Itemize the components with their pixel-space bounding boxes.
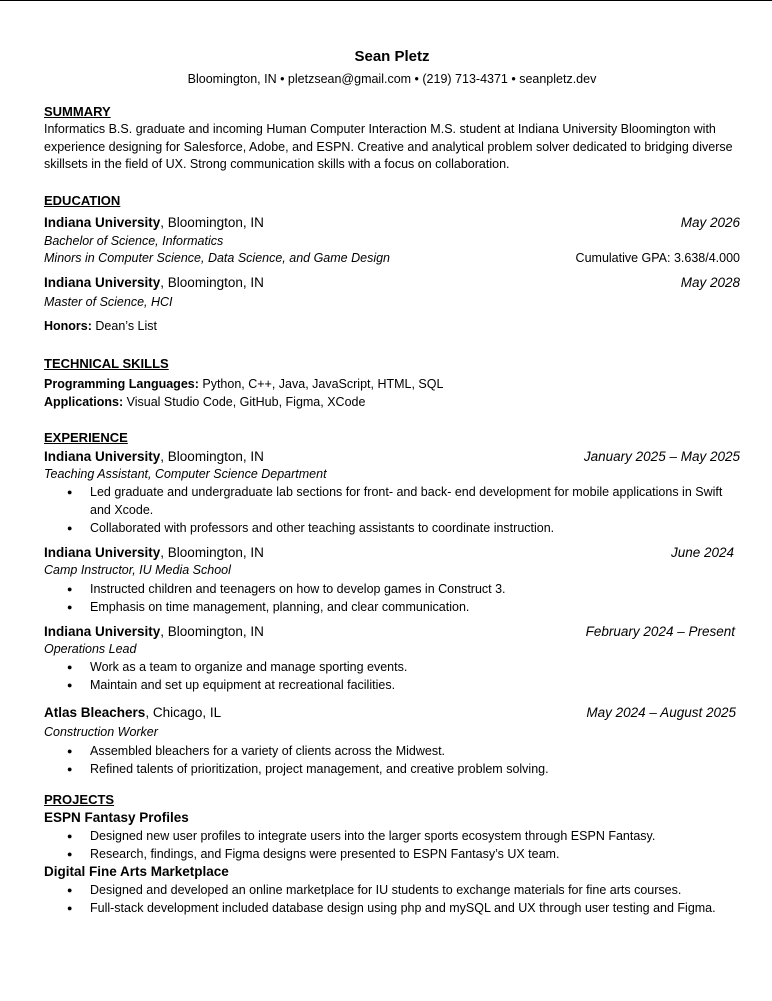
applications-value: Visual Studio Code, GitHub, Figma, XCode bbox=[123, 395, 366, 409]
top-border-line bbox=[0, 0, 772, 1]
contact-line: Bloomington, IN • pletzsean@gmail.com • (219) 713-4371 • seanpletz.dev bbox=[187, 72, 597, 86]
experience-entry bbox=[44, 447, 740, 538]
organization-location: , Bloomington, IN bbox=[160, 545, 264, 560]
list-item: ● Led graduate and undergraduate lab sections for front- and back- end development for mobile applications in Swift and Xcode. bbox=[44, 483, 740, 519]
organization-location: , Bloomington, IN bbox=[160, 448, 264, 464]
organization-name: Atlas Bleachers bbox=[44, 705, 146, 720]
experience-entry bbox=[44, 703, 740, 778]
applications-line bbox=[44, 394, 740, 412]
experience-entry bbox=[44, 543, 740, 616]
list-item: ● Designed and developed an online marketplace for IU students to exchange materials for fine arts courses. bbox=[44, 881, 740, 899]
project-entry bbox=[44, 863, 740, 917]
degree: Master of Science, HCI bbox=[44, 294, 173, 309]
experience-entry bbox=[44, 622, 740, 695]
summary-section bbox=[44, 103, 740, 174]
projects-section bbox=[44, 791, 740, 917]
skills-title: TECHNICAL SKILLS bbox=[44, 355, 169, 371]
minors-row bbox=[44, 250, 740, 268]
projects-title: PROJECTS bbox=[44, 791, 115, 807]
organization-location: , Bloomington, IN bbox=[160, 623, 264, 639]
experience-section bbox=[44, 429, 740, 778]
resume-page bbox=[44, 47, 740, 917]
honors-line bbox=[44, 318, 740, 336]
gpa: Cumulative GPA: 3.638/4.000 bbox=[575, 251, 740, 265]
bullet-list bbox=[44, 658, 740, 694]
bullet-list bbox=[44, 827, 740, 863]
project-name: Digital Fine Arts Marketplace bbox=[44, 863, 229, 879]
bullet-list bbox=[44, 483, 740, 537]
education-entry bbox=[44, 273, 740, 312]
organization-name: Indiana University bbox=[44, 545, 161, 560]
job-role: Teaching Assistant, Computer Science Department bbox=[44, 466, 327, 481]
school-location: , Bloomington, IN bbox=[160, 274, 264, 290]
organization-location: , Chicago, IL bbox=[145, 705, 222, 720]
education-entry bbox=[44, 213, 740, 268]
list-item: ● Maintain and set up equipment at recreational facilities. bbox=[44, 676, 740, 694]
experience-entry-header bbox=[44, 543, 740, 562]
experience-date: January 2025 – May 2025 bbox=[583, 448, 740, 464]
education-date: May 2026 bbox=[680, 214, 740, 230]
honors-value: Dean’s List bbox=[91, 319, 158, 333]
list-item: ● Refined talents of prioritization, project management, and creative problem solving. bbox=[44, 760, 740, 778]
experience-date: February 2024 – Present bbox=[585, 623, 735, 639]
applications-label: Applications: bbox=[44, 395, 124, 409]
bullet-list bbox=[44, 580, 740, 616]
minors: Minors in Computer Science, Data Science, and Game Design bbox=[44, 251, 390, 265]
experience-date: May 2024 – August 2025 bbox=[586, 705, 736, 720]
list-item: ● Emphasis on time management, planning, and clear communication. bbox=[44, 598, 740, 616]
languages-line bbox=[44, 376, 740, 394]
list-item: ● Research, findings, and Figma designs were presented to ESPN Fantasy’s UX team. bbox=[44, 845, 740, 863]
summary-text: Informatics B.S. graduate and incoming Human Computer Interaction M.S. student at Indiana University Bloomington with experience designing for Salesforce, Adobe, and ESPN. Creative and analytical problem solver dedicated to bridging diverse skillsets in the field of UX. Strong communication skills with a focus on collaboration. bbox=[44, 122, 733, 171]
experience-date: June 2024 bbox=[670, 545, 734, 560]
job-role: Camp Instructor, IU Media School bbox=[44, 563, 231, 577]
school-name: Indiana University bbox=[44, 274, 161, 290]
job-role: Operations Lead bbox=[44, 641, 137, 656]
organization-name: Indiana University bbox=[44, 448, 161, 464]
education-date: May 2028 bbox=[680, 274, 740, 290]
list-item: ● Designed new user profiles to integrate users into the larger sports ecosystem through ESPN Fantasy. bbox=[44, 827, 740, 845]
experience-entry-header bbox=[44, 703, 740, 722]
languages-label: Programming Languages: bbox=[44, 376, 199, 391]
bullet-list bbox=[44, 742, 740, 778]
education-entry-header bbox=[44, 273, 740, 292]
education-section bbox=[44, 192, 740, 336]
project-name: ESPN Fantasy Profiles bbox=[44, 809, 189, 825]
skills-section bbox=[44, 355, 740, 412]
education-entry-header bbox=[44, 213, 740, 232]
list-item: ● Collaborated with professors and other teaching assistants to coordinate instruction. bbox=[44, 519, 740, 537]
list-item: ● Assembled bleachers for a variety of clients across the Midwest. bbox=[44, 742, 740, 760]
summary-title: SUMMARY bbox=[44, 104, 111, 119]
list-item: ● Instructed children and teenagers on how to develop games in Construct 3. bbox=[44, 580, 740, 598]
honors-label: Honors: bbox=[44, 319, 92, 333]
job-role: Construction Worker bbox=[44, 725, 158, 739]
languages-value: Python, C++, Java, JavaScript, HTML, SQL bbox=[198, 376, 444, 391]
experience-entry-header bbox=[44, 622, 740, 641]
experience-title: EXPERIENCE bbox=[44, 429, 128, 445]
list-item: ● Full-stack development included database design using php and mySQL and UX through user testing and Figma. bbox=[44, 899, 740, 917]
degree: Bachelor of Science, Informatics bbox=[44, 233, 224, 248]
education-title: EDUCATION bbox=[44, 192, 121, 208]
school-location: , Bloomington, IN bbox=[160, 214, 264, 230]
organization-name: Indiana University bbox=[44, 623, 161, 639]
experience-entry-header bbox=[44, 447, 740, 466]
project-entry bbox=[44, 809, 740, 863]
school-name: Indiana University bbox=[44, 214, 161, 230]
list-item: ● Work as a team to organize and manage sporting events. bbox=[44, 658, 740, 676]
bullet-list bbox=[44, 881, 740, 917]
candidate-name: Sean Pletz bbox=[354, 48, 430, 65]
